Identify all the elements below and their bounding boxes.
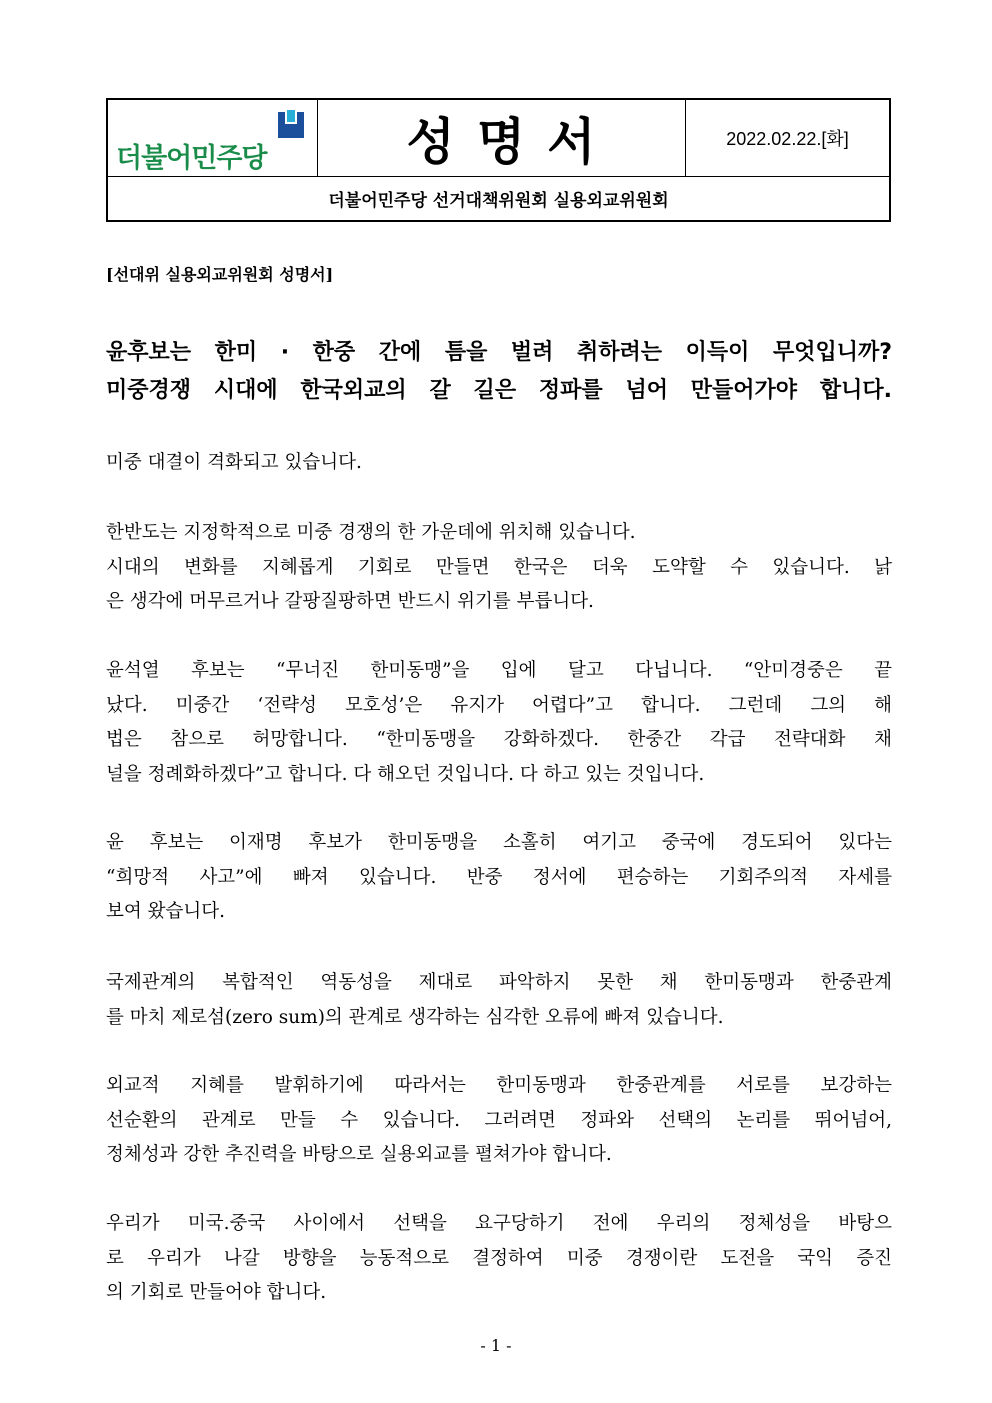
paragraph-4: [106, 826, 892, 930]
paragraph-line: 났다. 미중간 ‘전략성 모호성’은 유지가 어렵다”고 합니다. 그런데 그의 해: [106, 694, 892, 716]
date-cell: [686, 100, 889, 176]
paragraph-line: 윤 후보는 이재명 후보가 한미동맹을 소홀히 여기고 중국에 경도되어 있다는: [106, 832, 892, 853]
paragraph-line: 미중 대결이 격화되고 있습니다.: [106, 452, 362, 473]
organization-row: [108, 177, 889, 220]
organization-name: 더불어민주당 선거대책위원회 실용외교위원회: [328, 191, 669, 211]
page-number: - 1 -: [480, 1336, 512, 1355]
header-row: [108, 100, 889, 177]
party-logo: [116, 110, 311, 174]
paragraph-line: 시대의 변화를 지혜롭게 기회로 만들면 한국은 더욱 도약할 수 있습니다. 낡: [106, 556, 892, 578]
party-logo-icon: [276, 110, 306, 140]
document-date: 2022.02.22.[화]: [726, 129, 849, 149]
paragraph-5: [106, 966, 892, 1035]
paragraph-line: 우리가 미국.중국 사이에서 선택을 요구당하기 전에 우리의 정체성을 바탕으: [106, 1213, 892, 1234]
paragraph-line: 보여 왔습니다.: [106, 901, 225, 922]
paragraph-line: 외교적 지혜를 발휘하기에 따라서는 한미동맹과 한중관계를 서로를 보강하는: [106, 1075, 892, 1096]
paragraph-line: “희망적 사고”에 빠져 있습니다. 반중 정서에 편승하는 기회주의적 자세를: [106, 866, 892, 888]
paragraph-3: [106, 654, 892, 792]
headline-line-1: 윤후보는 한미 · 한중 간에 틈을 벌려 취하려는 이득이 무엇입니까?: [106, 340, 892, 365]
paragraph-7: [106, 1207, 892, 1311]
header-table: [106, 98, 891, 222]
paragraph-1: [106, 446, 892, 481]
paragraph-line: 윤석열 후보는 “무너진 한미동맹”을 입에 달고 다닙니다. “안미경중은 끝: [106, 660, 892, 681]
paragraph-line: 은 생각에 머무르거나 갈팡질팡하면 반드시 위기를 부릅니다.: [106, 591, 594, 612]
paragraph-line: 정체성과 강한 추진력을 바탕으로 실용외교를 펼쳐가야 합니다.: [106, 1144, 612, 1165]
paragraph-line: 의 기회로 만들어야 합니다.: [106, 1282, 327, 1303]
statement-label: [선대위 실용외교위원회 성명서]: [106, 265, 334, 284]
logo-cell: [108, 100, 318, 176]
paragraph-line: 선순환의 관계로 만들 수 있습니다. 그러려면 정파와 선택의 논리를 뛰어넘어,: [106, 1109, 892, 1131]
paragraph-line: 로 우리가 나갈 방향을 능동적으로 결정하여 미중 경쟁이란 도전을 국익 증진: [106, 1247, 892, 1269]
document-title: 성명서: [406, 113, 618, 171]
logo-text: 더불어민주당: [116, 143, 267, 174]
paragraph-line: 국제관계의 복합적인 역동성을 제대로 파악하지 못한 채 한미동맹과 한중관계: [106, 972, 892, 993]
paragraph-line: 한반도는 지정학적으로 미중 경쟁의 한 가운데에 위치해 있습니다.: [106, 522, 636, 543]
paragraph-line: 를 마치 제로섬(zero sum)의 관계로 생각하는 심각한 오류에 빠져 있습니다.: [106, 1006, 724, 1028]
headline-line-2: 미중경쟁 시대에 한국외교의 갈 길은 정파를 넘어 만들어가야 합니다.: [106, 378, 892, 403]
paragraph-line: 법은 참으로 허망합니다. “한미동맹을 강화하겠다. 한중간 각급 전략대화 채: [106, 729, 892, 750]
title-cell: [317, 100, 686, 176]
paragraph-6: [106, 1069, 892, 1173]
paragraph-2: [106, 516, 892, 620]
paragraph-line: 널을 정례화하겠다”고 합니다. 다 해오던 것입니다. 다 하고 있는 것입니다.: [106, 763, 705, 785]
